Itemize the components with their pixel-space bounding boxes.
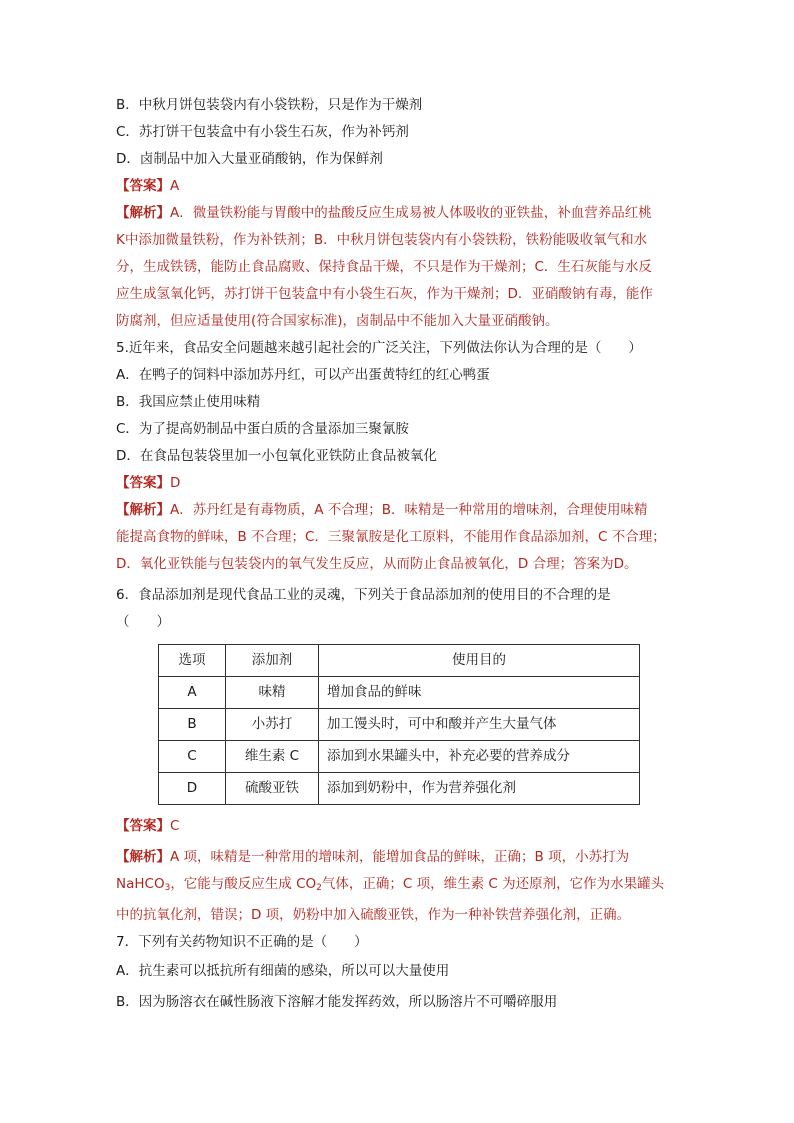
- document-content: [116, 92, 676, 1016]
- q7-stem: 7．下列有关药物知识不正确的是（ ）: [116, 934, 368, 950]
- answer-value: D: [170, 475, 181, 491]
- q5-stem: 5.近年来，食品安全问题越来越引起社会的广泛关注，下列做法你认为合理的是（ ）: [116, 340, 642, 356]
- q6-analysis-line-3: 中的抗氧化剂，错误；D 项，奶粉中加入硫酸亚铁，作为一种补铁营养强化剂，正确。: [116, 907, 631, 923]
- formula-nahco3: NaHCO: [116, 876, 165, 892]
- analysis-tag: 【解析】: [116, 502, 170, 518]
- analysis-text: A．微量铁粉能与胃酸中的盐酸反应生成易被人体吸收的亚铁盐，补血营养品红桃: [170, 205, 652, 221]
- table-cell: 小苏打: [226, 709, 319, 741]
- q6-analysis-line-1: [116, 844, 676, 871]
- table-cell: 加工馒头时，可中和酸并产生大量气体: [319, 709, 640, 741]
- table-cell: 硫酸亚铁: [226, 773, 319, 805]
- answer-value: C: [170, 818, 180, 834]
- subscript: 2: [316, 883, 322, 893]
- answer-tag: 【答案】: [116, 818, 170, 834]
- q6-options-table: [158, 644, 640, 805]
- q4-option-b: B．中秋月饼包装袋内有小袋铁粉，只是作为干燥剂: [116, 97, 423, 113]
- answer-tag: 【答案】: [116, 178, 170, 194]
- table-cell: 维生素 C: [226, 741, 319, 773]
- q5-answer: [116, 470, 676, 497]
- table-header-row: [159, 645, 640, 677]
- q4-analysis-line-2: K中添加微量铁粉，作为补铁剂；B．中秋月饼包装袋内有小袋铁粉，铁粉能吸收氧气和水: [116, 232, 648, 248]
- q4-option-c: C．苏打饼干包装盒中有小袋生石灰，作为补钙剂: [116, 124, 409, 140]
- q5-option-d: D．在食品包装袋里加一小包氧化亚铁防止食品被氧化: [116, 448, 437, 464]
- table-header: 添加剂: [226, 645, 319, 677]
- table-cell: A: [159, 677, 226, 709]
- q7-option-b: B．因为肠溶衣在碱性肠液下溶解才能发挥药效，所以肠溶片不可嚼碎服用: [116, 994, 558, 1010]
- q4-analysis-line-1: [116, 200, 676, 227]
- table-row: [159, 677, 640, 709]
- table-row: [159, 773, 640, 805]
- q5-analysis-line-1: [116, 497, 676, 524]
- analysis-text: A．苏丹红是有毒物质，A 不合理；B．味精是一种常用的增味剂，合理使用味精: [170, 502, 648, 518]
- answer-value: A: [170, 178, 180, 194]
- q6-analysis-line-2: [116, 871, 676, 902]
- table-header: 使用目的: [319, 645, 640, 677]
- q7-option-a: A．抗生素可以抵抗所有细菌的感染，所以可以大量使用: [116, 963, 450, 979]
- q6-stem: 6．食品添加剂是现代食品工业的灵魂，下列关于食品添加剂的使用目的不合理的是: [116, 587, 611, 603]
- q4-answer: [116, 173, 676, 200]
- q4-analysis-line-3: 分，生成铁锈，能防止食品腐败、保持食品干燥，不只是作为干燥剂；C．生石灰能与水反: [116, 259, 652, 275]
- q5-option-b: B．我国应禁止使用味精: [116, 394, 261, 410]
- table-cell: D: [159, 773, 226, 805]
- analysis-text: ，它能与酸反应生成 CO: [170, 876, 317, 892]
- answer-tag: 【答案】: [116, 475, 170, 491]
- q6-table-wrap: [158, 644, 676, 805]
- table-cell: C: [159, 741, 226, 773]
- q5-analysis-line-2: 能提高食物的鲜味，B 不合理；C．三聚氰胺是化工原料，不能用作食品添加剂，C 不合理；: [116, 529, 666, 545]
- q6-stem-paren: （ ）: [116, 614, 170, 630]
- table-cell: 添加到水果罐头中，补充必要的营养成分: [319, 741, 640, 773]
- subscript: 3: [164, 883, 171, 893]
- analysis-tag: 【解析】: [116, 849, 170, 865]
- analysis-tag: 【解析】: [116, 205, 170, 221]
- q5-option-c: C．为了提高奶制品中蛋白质的含量添加三聚氰胺: [116, 421, 409, 437]
- table-cell: 增加食品的鲜味: [319, 677, 640, 709]
- table-cell: B: [159, 709, 226, 741]
- q4-analysis-line-5: 防腐剂，但应适量使用(符合国家标准)，卤制品中不能加入大量亚硝酸钠。: [116, 313, 559, 329]
- analysis-text: 气体，正确；C 项，维生素 C 为还原剂，它作为水果罐头: [321, 876, 665, 892]
- q5-analysis-line-3: D．氧化亚铁能与包装袋内的氧气发生反应，从而防止食品被氧化，D 合理；答案为D。: [116, 556, 638, 572]
- q5-option-a: A．在鸭子的饲料中添加苏丹红，可以产出蛋黄特红的红心鸭蛋: [116, 367, 490, 383]
- q4-analysis-line-4: 应生成氢氧化钙，苏打饼干包装盒中有小袋生石灰，作为干燥剂；D．亚硝酸钠有毒，能作: [116, 286, 653, 302]
- table-row: [159, 709, 640, 741]
- table-cell: 味精: [226, 677, 319, 709]
- table-header: 选项: [159, 645, 226, 677]
- table-row: [159, 741, 640, 773]
- q6-answer: [116, 813, 676, 840]
- table-cell: 添加到奶粉中，作为营养强化剂: [319, 773, 640, 805]
- q4-option-d: D．卤制品中加入大量亚硝酸钠，作为保鲜剂: [116, 151, 383, 167]
- analysis-text: A 项，味精是一种常用的增味剂，能增加食品的鲜味，正确；B 项，小苏打为: [170, 849, 630, 865]
